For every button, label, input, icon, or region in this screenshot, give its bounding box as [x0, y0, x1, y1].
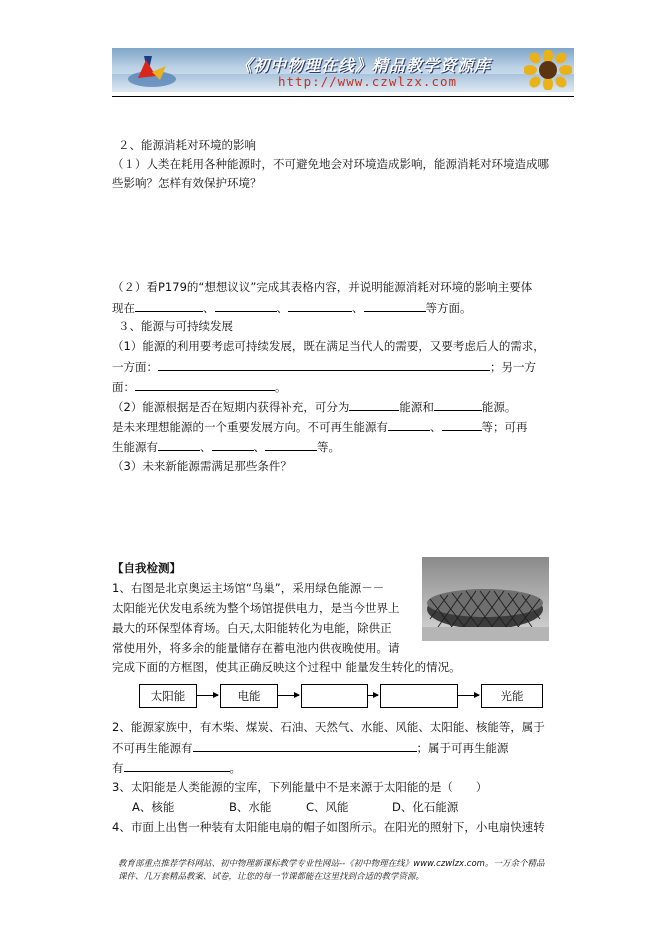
answer-blank[interactable] — [135, 299, 203, 312]
answer-blank[interactable] — [212, 438, 254, 451]
flow-box-electric: 电能 — [220, 684, 278, 708]
answer-blank[interactable] — [158, 358, 490, 371]
answer-blank[interactable] — [288, 299, 352, 312]
header-banner — [112, 48, 574, 92]
birds-nest-stadium-photo — [422, 557, 549, 641]
answer-blank[interactable] — [158, 438, 200, 451]
section2-q1-line2: 些影响？怎样有效保护环境？ — [112, 176, 262, 190]
answer-blank[interactable] — [442, 418, 482, 431]
flow-arrow — [367, 695, 378, 696]
self-test-q2-line2: 不可再生能源有 ；属于可再生能源 — [112, 741, 509, 755]
banner-url: http://www.czwlzx.com — [278, 74, 458, 89]
self-test-q1-line: 完成下面的方框图，使其正确反映这个过程中 能量发生转化的情况。 — [112, 660, 461, 674]
self-test-q2-line3: 有 。 — [112, 761, 241, 775]
self-test-q4-line1: 4、市面上出售一种装有太阳能电扇的帽子如图所示。在阳光的照射下，小电扇快速转 — [112, 820, 545, 834]
self-test-q3-stem: 3、太阳能是人类能源的宝库，下列能量中不是来源于太阳能的是（ ） — [112, 780, 488, 794]
section2-heading: ２、能源消耗对环境的影响 — [118, 138, 256, 152]
section3-heading: ３、能源与可持续发展 — [118, 319, 233, 333]
answer-blank[interactable] — [215, 299, 277, 312]
answer-blank[interactable] — [135, 378, 275, 391]
answer-blank[interactable] — [349, 398, 399, 411]
answer-blank[interactable] — [388, 418, 430, 431]
flow-box-light: 光能 — [481, 684, 543, 708]
q3-option-d[interactable]: D、化石能源 — [392, 800, 459, 814]
answer-blank[interactable] — [434, 398, 482, 411]
section3-p2-line1: （2）能源根据是否在短期内获得补充，可分为 能源和 能源。 — [112, 400, 517, 414]
page-footer: 教育部重点推荐学科网站、初中物理新课标教学专业性网站--《初中物理在线》www.czwlzx.com。一万余个精品课件、几万套精品教案、试卷，让您的每一节课都能在这里找到合适的教学资源。 — [118, 859, 545, 882]
answer-blank[interactable] — [265, 438, 317, 451]
q2-prefix: 现在 — [112, 301, 135, 315]
self-test-q2-line1: 2、能源家族中，有木柴、煤炭、石油、天然气、水能、风能、太阳能、核能等，属于 — [112, 720, 545, 734]
flow-arrow — [196, 695, 218, 696]
section2-q2-line1: （２）看P179的“想想议议”完成其表格内容，并说明能源消耗对环境的影响主要体 — [112, 280, 533, 294]
banner-title: 《初中物理在线》精品教学资源库 — [236, 56, 492, 75]
header-rule — [112, 96, 574, 97]
self-test-q1-line: 常使用外，将多余的能量储存在蓄电池内供夜晚使用。请 — [112, 641, 400, 655]
section3-p1-line1: （1）能源的利用要考虑可持续发展，既在满足当代人的需要，又要考虑后人的需求， — [112, 339, 545, 353]
answer-blank[interactable] — [364, 299, 426, 312]
self-test-q1-line: 1、右图是北京奥运主场馆“鸟巢”，采用绿色能源－－ — [112, 581, 385, 595]
flow-arrow — [457, 695, 479, 696]
section3-p2-line3: 生能源有 、 、 等。 — [112, 440, 340, 454]
section2-q1-line1: （１）人类在耗用各种能源时，不可避免地会对环境造成影响，能源消耗对环境造成哪 — [112, 157, 549, 171]
flow-arrow — [277, 695, 299, 696]
section3-p1-line2: 一方面： ；另一方 — [112, 360, 536, 374]
answer-blank[interactable] — [193, 739, 417, 752]
q3-option-b[interactable]: B、水能 — [229, 800, 272, 814]
site-logo-icon — [122, 52, 182, 90]
self-test-q1-line: 太阳能光伏发电系统为整个场馆提供电力，是当今世界上 — [112, 601, 400, 615]
section3-p1-line3: 面： 。 — [112, 380, 287, 394]
answer-blank[interactable] — [124, 759, 230, 772]
q3-option-a[interactable]: A、核能 — [132, 800, 175, 814]
flow-box-solar: 太阳能 — [139, 684, 197, 708]
q3-option-c[interactable]: C、风能 — [306, 800, 349, 814]
section3-p2-line2: 是未来理想能源的一个重要发展方向。不可再生能源有 、 等；可再 — [112, 420, 528, 434]
q2-suffix: 等方面。 — [425, 301, 472, 315]
flow-box-blank[interactable] — [301, 684, 368, 708]
section2-q2-line2: 现在 、 、 、 等方面。 — [112, 301, 472, 315]
self-test-heading: 【自我检测】 — [112, 561, 181, 575]
self-test-q1-line: 最大的环保型体育场。白天,太阳能转化为电能，除供正 — [112, 621, 392, 635]
sunflower-icon — [524, 50, 572, 90]
section3-p3: （3）未来新能源需满足那些条件？ — [112, 459, 292, 473]
flow-box-blank[interactable] — [380, 684, 458, 708]
